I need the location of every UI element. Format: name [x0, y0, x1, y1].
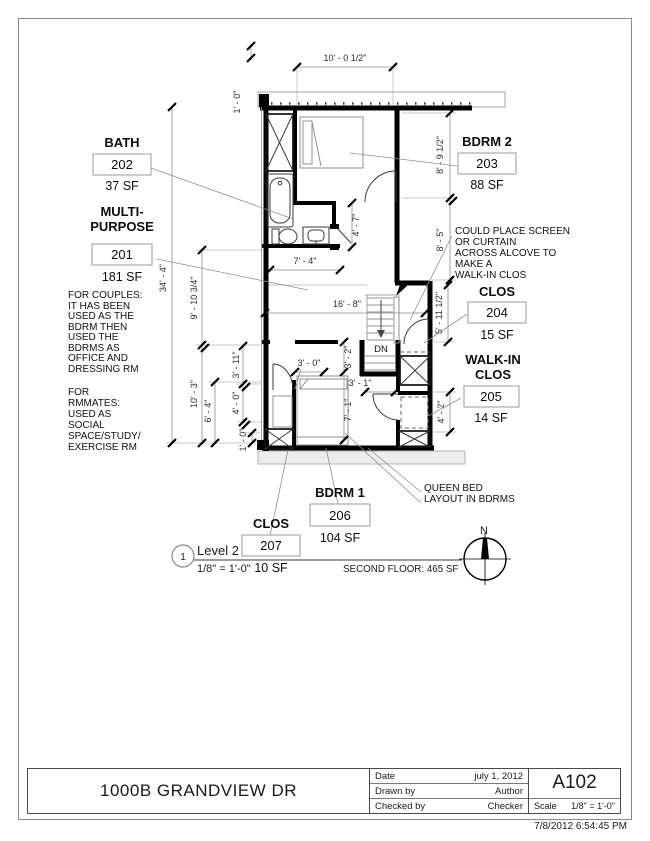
dim-stair-offset: 3' - 2" — [343, 345, 353, 369]
note-line: IT HAS BEEN — [68, 301, 131, 312]
room-name: CLOS — [478, 284, 516, 299]
print-timestamp: 7/8/2012 6:54:45 PM — [534, 821, 627, 832]
view-title — [172, 543, 462, 575]
room-name: PURPOSE — [90, 219, 154, 234]
bdrm2-bed — [300, 117, 363, 168]
dim-left-upper: 9' - 10 3/4" — [189, 276, 199, 320]
room-name: BDRM 2 — [462, 134, 512, 149]
dim-bath-height: 4' - 7" — [351, 213, 361, 237]
room-area: 104 SF — [319, 531, 361, 545]
date-value: july 1, 2012 — [474, 770, 523, 782]
room-area: 37 SF — [105, 179, 139, 193]
dim-hall-length: 16' - 8" — [333, 299, 361, 309]
room-area: 181 SF — [101, 270, 143, 284]
note-line: RMMATES: — [68, 398, 121, 409]
scale-row — [529, 799, 620, 813]
bath-fixtures — [266, 114, 329, 244]
note-line: LAYOUT IN BDRMS — [424, 494, 515, 505]
title-block-right — [529, 769, 620, 813]
walkin-door — [373, 394, 398, 420]
room-label-walkin — [464, 352, 521, 425]
note-line: EXERCISE RM — [68, 442, 137, 453]
note-line: BDRMS AS — [68, 343, 120, 354]
room-name: BATH — [104, 135, 140, 150]
note-line: SPACE/STUDY/ — [68, 431, 141, 442]
drawn-by-label: Drawn by — [375, 785, 416, 797]
room-number: 204 — [486, 305, 508, 320]
room-area: 14 SF — [474, 411, 508, 425]
clos204-door — [404, 319, 428, 344]
bdrm2-door — [365, 171, 396, 202]
date-label: Date — [375, 770, 396, 782]
note-line: FOR — [68, 387, 90, 398]
door-jamb — [330, 224, 339, 229]
dim-overall-height: 34' - 4" — [158, 264, 168, 292]
checked-by-label: Checked by — [375, 800, 426, 812]
room-name: CLOS — [474, 367, 512, 382]
dim-left-3-11: 3' - 11" — [231, 351, 241, 379]
room-number: 207 — [260, 538, 282, 553]
floor-area-note: SECOND FLOOR: 465 SF — [343, 564, 459, 575]
checked-by-row — [370, 799, 528, 813]
note-line: DRESSING RM — [68, 364, 139, 375]
room-label-clos204 — [468, 284, 526, 342]
dim-top-width: 10' - 0 1/2" — [323, 53, 367, 63]
sheet-number: A102 — [529, 769, 620, 799]
room-number: 202 — [111, 157, 133, 172]
north-arrow — [459, 525, 511, 585]
bath-door — [338, 229, 351, 243]
checked-by-value: Checker — [487, 800, 523, 812]
walkin-rod — [401, 397, 428, 428]
detail-number: 1 — [180, 552, 186, 563]
dim-bed-length: 7' - 1" — [343, 398, 353, 422]
toilet-tank — [272, 229, 279, 244]
scale-label: Scale — [534, 800, 557, 811]
leader-lines — [151, 153, 467, 536]
dim-right-hall: 5' - 11 1/2" — [434, 291, 444, 335]
note-line: USED THE — [68, 332, 119, 343]
note-queen-bed — [424, 483, 515, 505]
room-label-bdrm2 — [458, 134, 516, 192]
stairs — [364, 295, 400, 370]
dim-bottom-left-offset: 1' - 0" — [238, 428, 248, 452]
room-number: 201 — [111, 247, 133, 262]
note-screen — [455, 226, 570, 281]
dim-left-6-4: 6' - 4" — [203, 399, 213, 423]
bdrm1-bed — [297, 376, 348, 445]
note-line: COULD PLACE SCREEN — [455, 226, 571, 237]
room-area: 15 SF — [480, 328, 514, 342]
room-number: 205 — [480, 389, 502, 404]
room-label-bath — [93, 135, 151, 193]
dim-right-top: 8' - 9 1/2" — [435, 136, 445, 174]
drawn-by-value: Author — [495, 785, 523, 797]
room-label-bdrm1 — [310, 485, 370, 545]
roof-outline — [258, 92, 505, 107]
stair-down-arrow — [377, 330, 385, 338]
title-block-table — [370, 769, 529, 813]
north-label: N — [480, 525, 488, 537]
wall-post-top-left — [259, 94, 269, 107]
note-for-couples — [68, 290, 142, 375]
bdrm1-closet-door — [273, 364, 293, 390]
shower-x — [266, 114, 293, 171]
note-line: SOCIAL — [68, 420, 105, 431]
note-line: FOR COUPLES: — [68, 290, 143, 301]
room-label-clos207 — [242, 516, 300, 575]
ground-band — [258, 451, 465, 464]
room-name: MULTI- — [100, 204, 144, 219]
dim-bath-width: 7' - 4" — [293, 256, 317, 266]
note-line: ACROSS ALCOVE TO — [455, 248, 557, 259]
dim-closet-width: 3' - 0" — [297, 358, 321, 368]
note-for-roommates — [68, 387, 141, 453]
room-name: CLOS — [252, 516, 290, 531]
dim-left-4-0: 4' - 0" — [231, 391, 241, 415]
room-name: BDRM 1 — [315, 485, 365, 500]
dim-top-left-offset: 1' - 0" — [232, 90, 242, 114]
view-name: Level 2 — [197, 543, 239, 558]
room-number: 203 — [476, 156, 498, 171]
title-block — [27, 768, 621, 814]
room-label-multi-purpose — [90, 204, 154, 284]
room-area: 88 SF — [470, 178, 504, 192]
room-name: WALK-IN — [465, 352, 521, 367]
dim-right-mid: 8' - 5" — [435, 228, 445, 252]
note-line: OR CURTAIN — [455, 237, 517, 248]
dim-right-low: 4' - 2" — [436, 400, 446, 424]
stair-rail — [394, 297, 399, 343]
toilet-bowl — [279, 229, 297, 244]
project-title: 1000B GRANDVIEW DR — [28, 769, 370, 813]
date-row — [370, 769, 528, 784]
note-line: QUEEN BED — [424, 483, 483, 494]
note-line: OFFICE AND — [68, 353, 129, 364]
dim-left-lower: 10' - 3" — [189, 380, 199, 408]
scale-value: 1/8" = 1'-0" — [571, 800, 615, 811]
dim-stair-width: 3' - 1" — [348, 378, 372, 388]
room-area: 10 SF — [254, 561, 288, 575]
dresser — [273, 396, 292, 427]
bathtub — [267, 174, 293, 227]
drawn-by-row — [370, 784, 528, 799]
note-line: MAKE A — [455, 259, 493, 270]
note-line: USED AS — [68, 409, 112, 420]
furniture — [273, 117, 363, 445]
note-line: USED AS THE — [68, 311, 134, 322]
room-number: 206 — [329, 508, 351, 523]
tub-drain — [278, 181, 282, 185]
stair-dn-label: DN — [374, 344, 388, 355]
door-jamb — [330, 245, 339, 250]
note-line: WALK-IN CLOS — [455, 270, 527, 281]
view-scale: 1/8" = 1'-0" — [197, 563, 251, 575]
sink-basin — [308, 230, 324, 241]
note-line: BDRM THEN — [68, 322, 128, 333]
